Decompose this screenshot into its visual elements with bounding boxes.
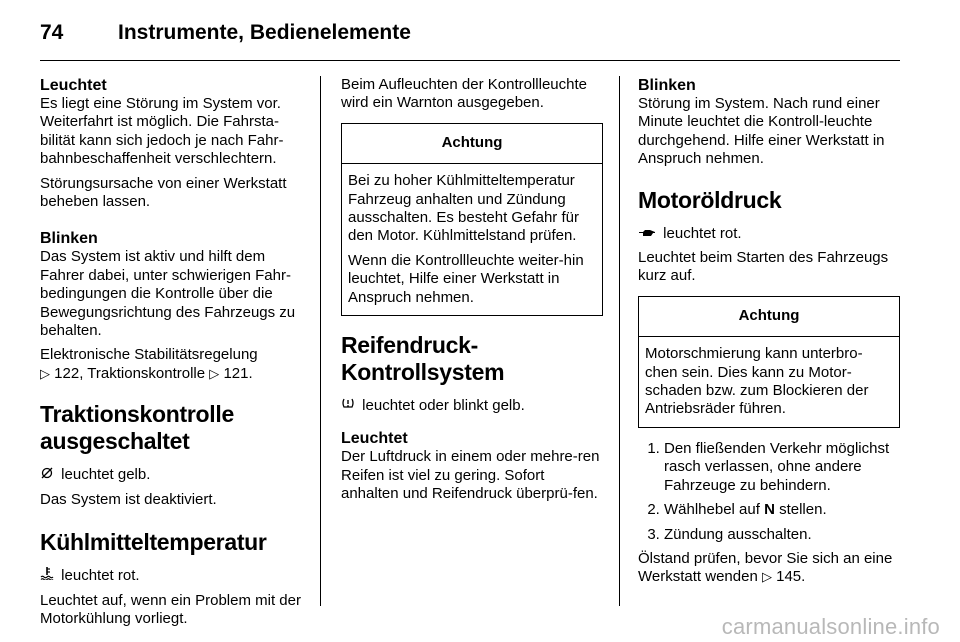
paragraph: Es liegt eine Störung im System vor. Weiterfahrt ist möglich. Die Fahrsta-bilität kann sich jedoch je nach Fahr-bahnbeschaffenheit verschlechtern.: [40, 95, 284, 168]
tire-pressure-icon: [341, 396, 355, 414]
paragraph: Der Luftdruck in einem oder mehre-ren Reifen ist viel zu gering. Sofort anhalten und Reifendruck überprü-fen.: [341, 448, 600, 503]
reference-arrow-icon: ▷: [40, 365, 50, 381]
column-2: Beim Aufleuchten der Kontrollleuchte wird ein Warnton ausgegeben. Achtung Bei zu hoher Kühlmitteltemperatur Fahrzeug anhalten und Zündung ausschalten. Es besteht Gefahr für den Motor. Kühlmittelstand prüfen. Wenn die Kontrollleuchte weiter-hin leuchtet, Hilfe einer Werkstatt in Anspruch nehmen. Reifendruck-Kontrollsystem leuchtet oder blinkt gelb. Leuchtet Der Luftdruck in einem oder mehre-ren Reifen ist viel zu gering. Sofort anhalten und Reifendruck überprü-fen.: [341, 76, 603, 510]
oil-pressure-icon: [638, 224, 656, 242]
page-reference[interactable]: 122: [54, 364, 80, 382]
page-header: [40, 18, 411, 48]
warning-box: [638, 296, 900, 428]
coolant-temperature-icon: [40, 566, 54, 584]
paragraph: Leuchtet beim Starten des Fahrzeugs kurz auf.: [638, 249, 889, 285]
section-heading: Blinken: [638, 77, 696, 94]
list-item: 3. Zündung ausschalten.: [664, 526, 900, 544]
steps-list: [638, 440, 900, 544]
warning-text: Wenn die Kontrollleuchte weiter-hin leuchtet, Hilfe einer Werkstatt in Anspruch nehmen.: [348, 251, 584, 306]
section-title: Kühlmitteltemperatur: [40, 529, 267, 556]
section-title: Reifendruck-Kontrollsystem: [341, 332, 505, 386]
section-title: Motoröldruck: [638, 186, 782, 213]
column-1: Leuchtet Es liegt eine Störung im System vor. Weiterfahrt ist möglich. Die Fahrsta-bilität kann sich jedoch je nach Fahr-bahnbeschaffenheit verschlechtern. Störungsursache von einer Werkstatt beheben lassen. Blinken Das System ist aktiv und hilft dem Fahrer dabei, unter schwierigen Fahr-bedingungen die Kontrolle über die Bewegungsrichtung des Fahrzeugs zu behalten. Elektronische Stabilitätsregelung ▷ 122, Traktionskontrolle ▷ 121. Traktionskontrolle ausgeschaltet leuchtet gelb. Das System ist deaktiviert. Kühlmitteltemperatur leuchtet rot. Leuchtet auf, wenn ein Problem mit der Motorkühlung vorliegt.: [40, 77, 301, 627]
warning-title: Achtung: [639, 297, 899, 337]
section-heading: Leuchtet: [40, 77, 107, 94]
warning-text: Bei zu hoher Kühlmitteltemperatur Fahrzeug anhalten und Zündung ausschalten. Es besteht Gefahr für den Motor. Kühlmittelstand prüfen.: [348, 172, 579, 245]
cross-reference-paragraph: Ölstand prüfen, bevor Sie sich an eine Werkstatt wenden ▷ 145.: [638, 549, 893, 586]
warning-text: Motorschmierung kann unterbro-chen sein. Dies kann zu Motor-schaden bzw. zum Blockieren der Antriebsräder führen.: [645, 345, 869, 418]
traction-off-icon: [40, 465, 54, 483]
warning-box: [341, 123, 603, 316]
reference-arrow-icon: ▷: [761, 569, 772, 585]
paragraph: Leuchtet auf, wenn ein Problem mit der Motorkühlung vorliegt.: [40, 591, 301, 627]
paragraph: Das System ist aktiv und hilft dem Fahrer dabei, unter schwierigen Fahr-bedingungen die Kontrolle über die Bewegungsrichtung des Fahrzeugs zu behalten.: [40, 248, 296, 340]
reference-arrow-icon: ▷: [209, 365, 220, 381]
section-title: Traktionskontrolle ausgeschaltet: [40, 401, 234, 455]
section-heading: Leuchtet: [341, 430, 408, 448]
page-reference[interactable]: 121: [223, 364, 249, 382]
column-divider: [619, 76, 620, 606]
warning-title: Achtung: [342, 124, 602, 164]
page-title: Instrumente, Bedienelemente: [118, 21, 411, 44]
paragraph: Störungsursache von einer Werkstatt beheben lassen.: [40, 174, 287, 211]
list-item: 1. Den fließenden Verkehr möglichst rasch verlassen, ohne andere Fahrzeuge zu behindern.: [664, 440, 900, 495]
watermark: carmanualsonline.info: [721, 614, 940, 639]
cross-reference-paragraph: Elektronische Stabilitätsregelung ▷ 122, Traktionskontrolle ▷ 121.: [40, 346, 258, 382]
page-number: 74: [40, 21, 64, 44]
paragraph: Störung im System. Nach rund einer Minute leuchtet die Kontroll-leuchte durchgehend. Hilfe einer Werkstatt in Anspruch nehmen.: [638, 95, 885, 168]
column-3: Blinken Störung im System. Nach rund einer Minute leuchtet die Kontroll-leuchte durchgehend. Hilfe einer Werkstatt in Anspruch nehmen. Motoröldruck leuchtet rot. Leuchtet beim Starten des Fahrzeugs kurz auf. Achtung Motorschmierung kann unterbro-chen sein. Dies kann zu Motor-schaden bzw. zum Blockieren der Antriebsräder führen. 1. Den fließenden Verkehr möglichst rasch verlassen, ohne andere Fahrzeuge zu behindern. 2. Wählhebel auf N stellen. 3. Zündung ausschalten. Ölstand prüfen, bevor Sie sich an eine Werkstatt wenden ▷ 145.: [638, 76, 900, 593]
paragraph: Das System ist deaktiviert.: [40, 490, 217, 508]
section-heading: Blinken: [40, 230, 98, 248]
list-item: 2. Wählhebel auf N stellen.: [664, 501, 900, 519]
column-divider: [320, 76, 321, 606]
page-reference[interactable]: 145: [776, 568, 802, 586]
paragraph: Beim Aufleuchten der Kontrollleuchte wird ein Warnton ausgegeben.: [341, 76, 587, 112]
header-rule: [40, 60, 900, 61]
